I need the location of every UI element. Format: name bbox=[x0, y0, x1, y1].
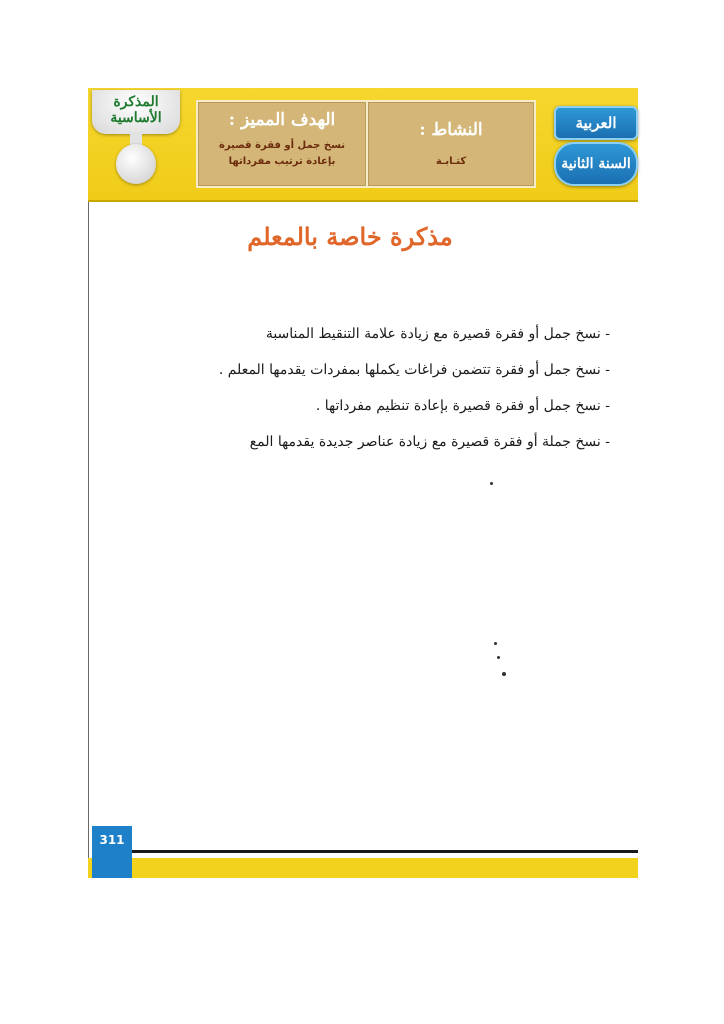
book-tab bbox=[88, 88, 184, 188]
speck-mark bbox=[494, 642, 497, 645]
book-tab-title: المذكرة الأساسية bbox=[110, 94, 162, 126]
activity-title: النشاط : bbox=[419, 120, 483, 140]
list-item: - نسخ جملة أو فقرة قصيرة مع زيادة عناصر جديدة يقدمها المع bbox=[249, 434, 610, 450]
goal-line-1: نسخ جمل أو فقرة قصيرة bbox=[218, 140, 346, 151]
activity-subtitle: كتـابـة bbox=[435, 156, 467, 167]
speck-mark bbox=[490, 482, 493, 485]
speck-mark bbox=[502, 672, 506, 676]
speck-mark bbox=[497, 656, 500, 659]
goal-box bbox=[196, 100, 368, 188]
list-item: - نسخ جمل أو فقرة قصيرة بإعادة تنظيم مفرداتها . bbox=[315, 398, 610, 414]
goal-line-2: بإعادة ترتيب مفرداتها bbox=[228, 156, 336, 167]
objectives-list bbox=[150, 316, 610, 460]
page-title: مذكرة خاصة بالمعلم bbox=[247, 222, 453, 251]
year-badge: السنة الثانية bbox=[554, 142, 638, 186]
activity-box bbox=[366, 100, 536, 188]
goal-title: الهدف المميز : bbox=[228, 110, 336, 130]
footer-bar bbox=[88, 858, 638, 878]
list-item: - نسخ جمل أو فقرة تتضمن فراغات يكملها بمفردات يقدمها المعلم . bbox=[218, 362, 610, 378]
footer-rule bbox=[132, 850, 638, 853]
tab-knob bbox=[116, 144, 156, 184]
page-left-edge bbox=[88, 200, 89, 878]
page-header bbox=[88, 88, 638, 202]
page-number: 311 bbox=[92, 826, 132, 878]
list-item: - نسخ جمل أو فقرة قصيرة مع زيادة علامة التنقيط المناسبة bbox=[265, 326, 610, 342]
subject-badge: العربية bbox=[554, 106, 638, 140]
